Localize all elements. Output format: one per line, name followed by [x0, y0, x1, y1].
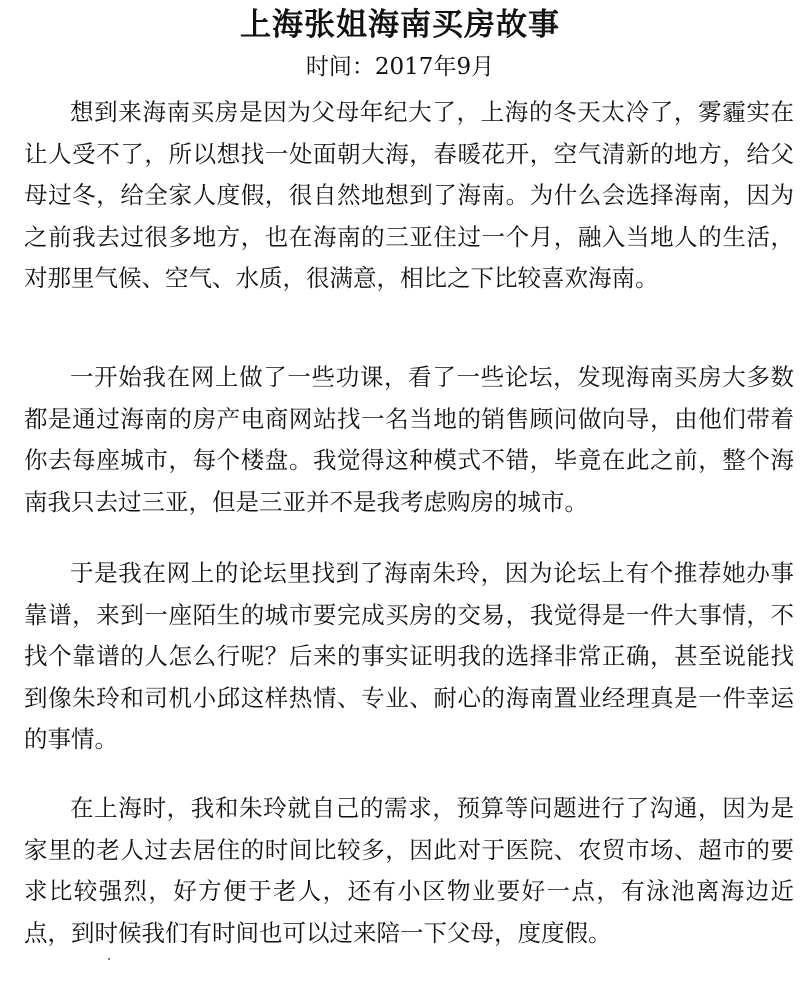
paragraph-2: 一开始我在网上做了一些功课，看了一些论坛，发现海南买房大多数都是通过海南的房产电商网站找一名当地的销售顾问做向导，由他们带着你去每座城市，每个楼盘。我觉得这种模式不错，毕竟在此之前，整个海南我只去过三亚，但是三亚并不是我考虑购房的城市。	[24, 363, 794, 516]
document-title: 上海张姐海南买房故事	[240, 7, 560, 43]
paragraph-4: 在上海时，我和朱玲就自己的需求，预算等问题进行了沟通，因为是家里的老人过去居住的时间比较多，因此对于医院、农贸市场、超市的要求比较强烈，好方便于老人，还有小区物业要好一点，有泳池离海边近点，到时候我们有时间也可以过来陪一下父母，度度假。	[24, 794, 794, 947]
document-date: 时间：2017年9月	[305, 54, 495, 80]
scan-speck	[108, 958, 110, 960]
paragraph-1: 想到来海南买房是因为父母年纪大了，上海的冬天太冷了，雾霾实在让人受不了，所以想找一处面朝大海，春暖花开，空气清新的地方，给父母过冬，给全家人度假，很自然地想到了海南。为什么会选择海南，因为之前我去过很多地方，也在海南的三亚住过一个月，融入当地人的生活，对那里气候、空气、水质，很满意，相比之下比较喜欢海南。	[24, 98, 794, 292]
paragraph-3: 于是我在网上的论坛里找到了海南朱玲，因为论坛上有个推荐她办事靠谱，来到一座陌生的城市要完成买房的交易，我觉得是一件大事情，不找个靠谱的人怎么行呢？后来的事实证明我的选择非常正确，甚至说能找到像朱玲和司机小邱这样热情、专业、耐心的海南置业经理真是一件幸运的事情。	[24, 559, 794, 753]
